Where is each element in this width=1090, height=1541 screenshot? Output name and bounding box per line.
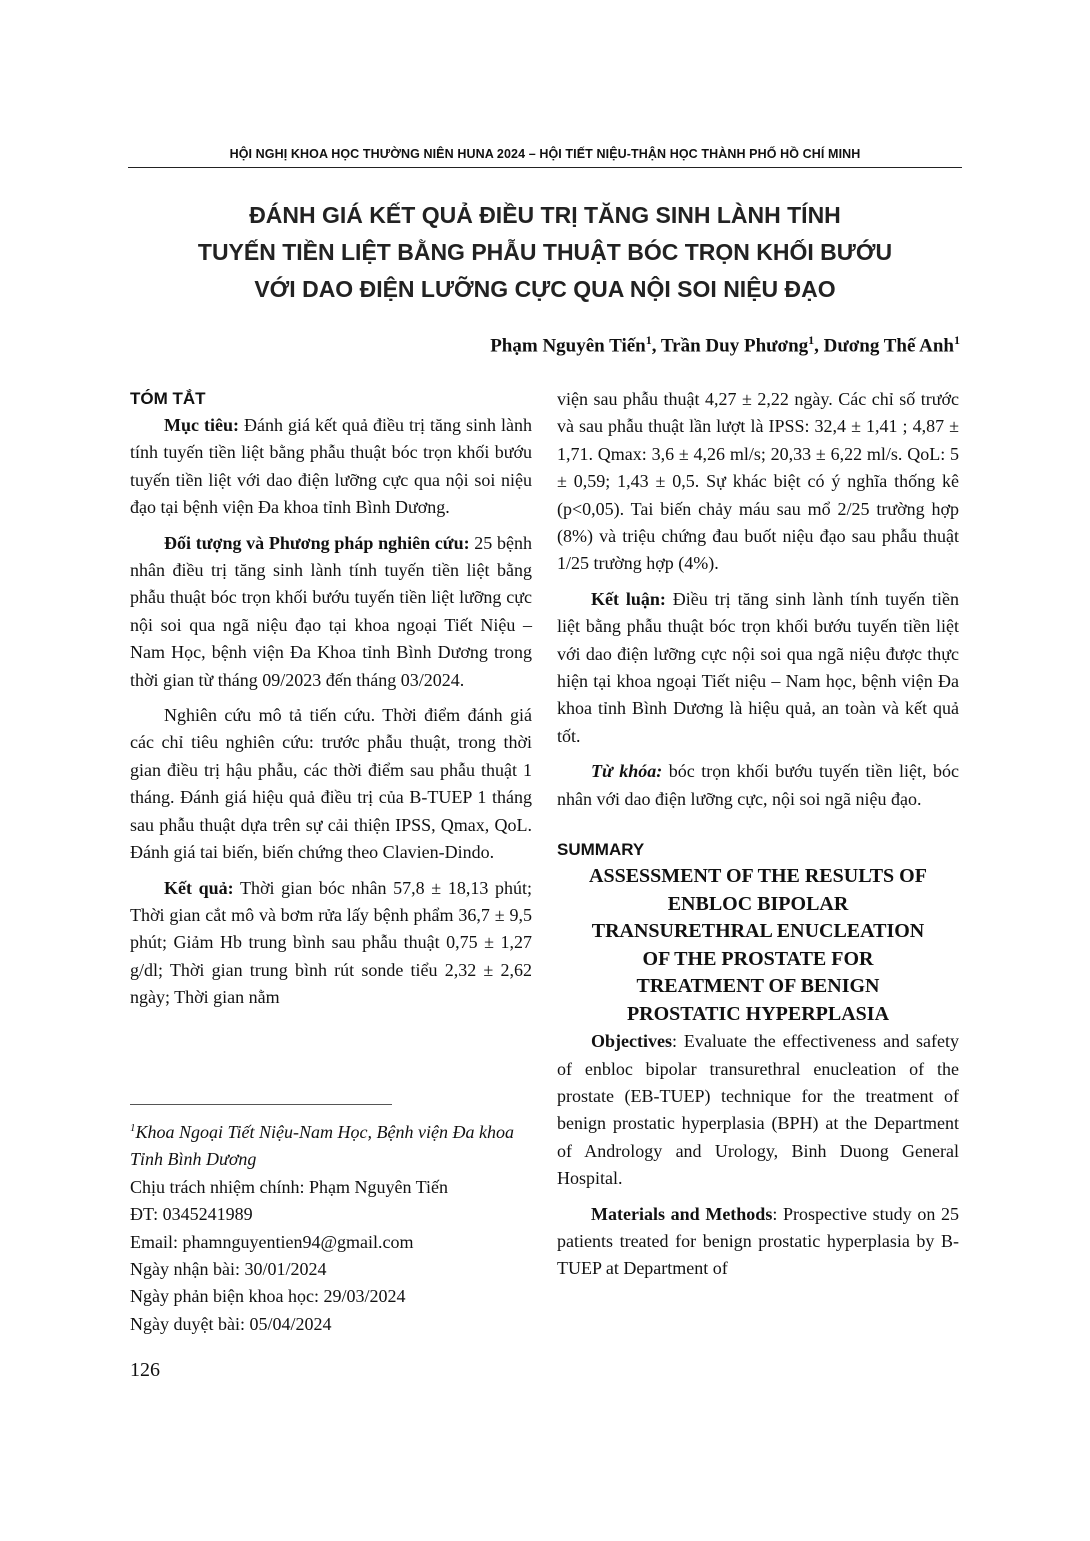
footnote-email: Email: phamnguyentien94@gmail.com [130,1231,414,1252]
footnote-affiliation [130,1115,550,1174]
design-paragraph: Nghiên cứu mô tả tiến cứu. Thời điểm đánh giá các chỉ tiêu nghiên cứu: trước phẫu thuật, trong thời gian điều trị hậu phẫu, các thời điểm sau phẫu thuật 1 tháng. Đánh giá hiệu quả điều trị của B-TUEP 1 tháng sau phẫu thuật dựa trên sự cải thiện IPSS, Qmax, QoL. Đánh giá tai biến, biến chứng theo Clavien-Dindo. [130,705,532,863]
article-title [128,197,962,308]
results-continued: viện sau phẫu thuật 4,27 ± 2,22 ngày. Các chỉ số trước và sau phẫu thuật lần lượt là IPSS: 32,4 ± 1,41 ; 4,87 ± 1,71. Qmax: 3,6 ± 4,26 ml/s; 20,33 ± 6,22 ml/s. QoL: 5 ± 0,59; 1,43 ± 0,5. Sự khác biệt có ý nghĩa thống kê (p<0,05). Tai biến chảy máu sau mổ 2/25 trường hợp (8%) và triệu chứng đau buốt niệu đạo sau phẫu thuật 1/25 trường hợp (4%). [557,389,959,574]
title-line: TUYẾN TIỀN LIỆT BẰNG PHẪU THUẬT BÓC TRỌN KHỐI BƯỚU [197,239,893,265]
objective-label: Mục tiêu: [164,415,239,435]
summary-title-line: OF THE PROSTATE FOR [642,947,874,970]
author-name: Dương Thế Anh [823,335,954,357]
methods-label: Đối tượng và Phương pháp nghiên cứu: [164,532,470,553]
footnote-rule [130,1104,392,1105]
objective-paragraph [130,412,532,522]
summary-title-line: TRANSURETHRAL ENUCLEATION [591,920,925,943]
abstract-heading: TÓM TẮT [130,389,206,408]
footnote-received: Ngày nhận bài: 30/01/2024 [130,1259,327,1280]
summary-title-line: PROSTATIC HYPERPLASIA [626,1002,890,1025]
left-column [130,386,532,1012]
results-text: Thời gian bóc nhân 57,8 ± 18,13 phút; Thời gian cắt mô và bơm rửa lấy bệnh phẩm 36,7 ± 9,5 phút; Giảm Hb trung bình sau phẫu thuật 0,75 ± 1,27 g/dl; Thời gian trung bình rút sonde tiểu 2,32 ± 2,62 ngày; Thời gian nằm [130,877,533,1008]
summary-title [557,863,959,1028]
summary-title-line: ASSESSMENT OF THE RESULTS OF [589,865,927,888]
footnote-phone: ĐT: 0345241989 [130,1204,253,1225]
summary-objectives-paragraph [557,1028,959,1192]
results-paragraph [130,875,532,1012]
methods-paragraph [130,530,532,694]
keywords-text: bóc trọn khối bướu tuyến tiền liệt, bóc nhân với dao điện lưỡng cực, nội soi ngã niệu đạo. [557,761,959,809]
title-line: VỚI DAO ĐIỆN LƯỠNG CỰC QUA NỘI SOI NIỆU ĐẠO [254,276,836,302]
conclusion-paragraph [557,586,959,750]
footnote-reviewed: Ngày phản biện khoa học: 29/03/2024 [130,1286,406,1307]
author-affiliation-mark: 1 [954,333,960,347]
author-affiliation-mark: 1 [645,333,652,347]
page-number: 126 [130,1359,160,1381]
methods-text: 25 bệnh nhân điều trị tăng sinh lành tính tuyến tiền liệt bằng phẫu thuật bóc trọn khối bướu tuyến tiền liệt lưỡng cực nội soi qua ngã niệu đạo tại khoa ngoại Tiết Niệu – Nam Học, bệnh viện Đa Khoa tỉnh Bình Dương trong thời gian từ tháng 09/2023 đến tháng 03/2024. [130,532,532,690]
footnotes [130,1115,550,1338]
summary-methods-label: Materials and Methods [591,1203,773,1224]
summary-methods-text: : Prospective study on 25 patients treated for benign prostatic hyperplasia by B-TUEP at Department of [557,1203,959,1279]
author-list [490,333,960,357]
conclusion-label: Kết luận: [591,588,666,609]
summary-objectives-label: Objectives [591,1031,672,1052]
author-affiliation-mark: 1 [808,333,815,347]
summary-title-line: TREATMENT OF BENIGN [636,975,880,998]
author-name: Trần Duy Phương [660,335,809,357]
header-rule [128,167,962,168]
title-line: ĐÁNH GIÁ KẾT QUẢ ĐIỀU TRỊ TĂNG SINH LÀNH TÍNH [249,202,841,228]
summary-title-line: ENBLOC BIPOLAR [667,892,849,915]
running-header: HỘI NGHỊ KHOA HỌC THƯỜNG NIÊN HUNA 2024 – HỘI TIẾT NIỆU-THẬN HỌC THÀNH PHỐ HỒ CHÍ MINH [229,147,861,161]
keywords-label: Từ khóa: [591,761,663,782]
author-name: Phạm Nguyên Tiến [490,335,646,357]
summary-methods-paragraph [557,1201,959,1283]
affiliation-text: Khoa Ngoại Tiết Niệu-Nam Học, Bệnh viện Đa khoa Tỉnh Bình Dương [130,1122,514,1170]
author-separator: , [814,335,824,357]
footnote-accepted: Ngày duyệt bài: 05/04/2024 [130,1313,332,1334]
affiliation-mark: 1 [130,1122,136,1134]
right-column [557,386,959,1283]
keywords-paragraph [557,758,959,813]
footnote-corresponding: Chịu trách nhiệm chính: Phạm Nguyên Tiến [130,1176,448,1197]
conclusion-text: Điều trị tăng sinh lành tính tuyến tiền liệt bằng phẫu thuật bóc trọn khối bướu tuyến tiền liệt với dao điện lưỡng cực nội soi qua ngã niệu được thực hiện tại khoa ngoại Tiết niệu – Nam học, bệnh viện Đa khoa tỉnh Bình Dương là hiệu quả, an toàn và kết quả tốt. [557,588,959,746]
objective-text: Đánh giá kết quả điều trị tăng sinh lành tính tuyến tiền liệt bằng phẫu thuật bóc trọn khối bướu tuyến tiền liệt với dao điện lưỡng cực qua nội soi niệu đạo tại bệnh viện Đa khoa tỉnh Bình Dương. [130,415,533,518]
results-label: Kết quả: [164,877,234,898]
author-separator: , [651,335,661,357]
summary-objectives-text: : Evaluate the effectiveness and safety of enbloc bipolar transurethral enucleation of the prostate (EB-TUEP) technique for the treatment of benign prostatic hyperplasia (BPH) at the Department of Andrology and Urology, Binh Duong General Hospital. [557,1031,959,1189]
summary-heading: SUMMARY [557,840,645,860]
